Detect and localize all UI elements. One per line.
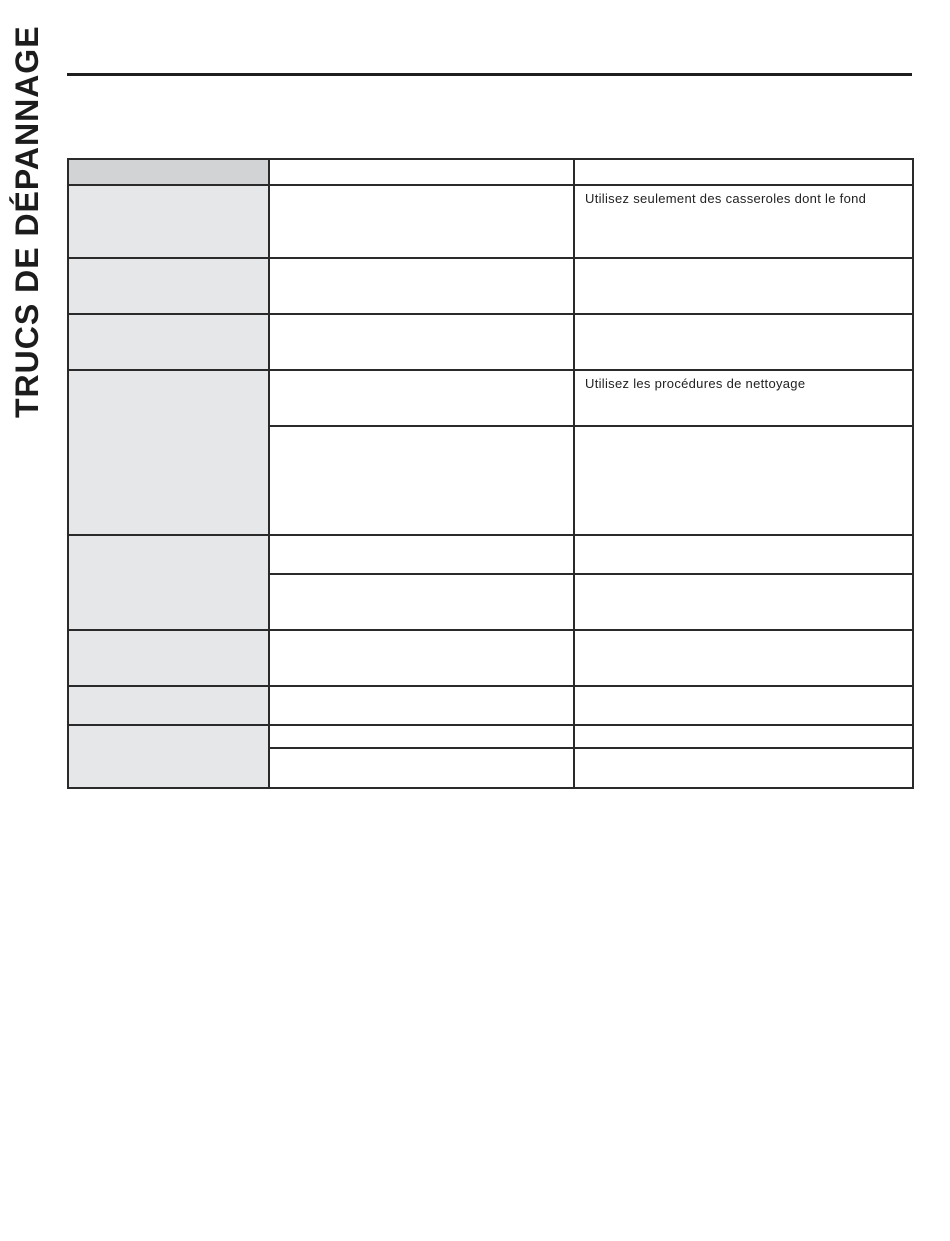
cause-cell bbox=[269, 185, 574, 258]
solution-cell bbox=[574, 535, 913, 574]
cause-cell bbox=[269, 725, 574, 748]
cause-cell bbox=[269, 314, 574, 370]
cause-cell bbox=[269, 258, 574, 314]
cause-cell bbox=[269, 574, 574, 630]
solution-cell bbox=[574, 748, 913, 788]
cause-cell bbox=[269, 686, 574, 725]
solution-cell bbox=[574, 725, 913, 748]
table-header-row bbox=[68, 159, 913, 185]
table-row bbox=[68, 686, 913, 725]
problem-cell bbox=[68, 370, 269, 535]
header-cause bbox=[269, 159, 574, 185]
solution-cell bbox=[574, 426, 913, 535]
table-row bbox=[68, 258, 913, 314]
solution-cell bbox=[574, 314, 913, 370]
table-row bbox=[68, 535, 913, 574]
cause-cell bbox=[269, 748, 574, 788]
problem-cell bbox=[68, 686, 269, 725]
problem-cell bbox=[68, 185, 269, 258]
solution-cell: Utilisez les procédures de nettoyage bbox=[574, 370, 913, 426]
problem-cell bbox=[68, 258, 269, 314]
problem-cell bbox=[68, 725, 269, 788]
problem-cell bbox=[68, 535, 269, 630]
problem-cell bbox=[68, 630, 269, 686]
solution-cell bbox=[574, 574, 913, 630]
troubleshooting-table bbox=[67, 158, 914, 789]
header-solution bbox=[574, 159, 913, 185]
solution-cell: Utilisez seulement des casseroles dont le fond bbox=[574, 185, 913, 258]
solution-cell bbox=[574, 686, 913, 725]
header-problem bbox=[68, 159, 269, 185]
solution-cell bbox=[574, 630, 913, 686]
cause-cell bbox=[269, 535, 574, 574]
section-title: TRUCS DE DÉPANNAGE bbox=[9, 25, 45, 418]
solution-cell bbox=[574, 258, 913, 314]
problem-cell bbox=[68, 314, 269, 370]
cause-cell bbox=[269, 370, 574, 426]
table-row bbox=[68, 185, 913, 258]
header-rule bbox=[67, 73, 912, 76]
cause-cell bbox=[269, 630, 574, 686]
table-row bbox=[68, 370, 913, 426]
table-row bbox=[68, 630, 913, 686]
cause-cell bbox=[269, 426, 574, 535]
table-row bbox=[68, 314, 913, 370]
table-row bbox=[68, 725, 913, 748]
